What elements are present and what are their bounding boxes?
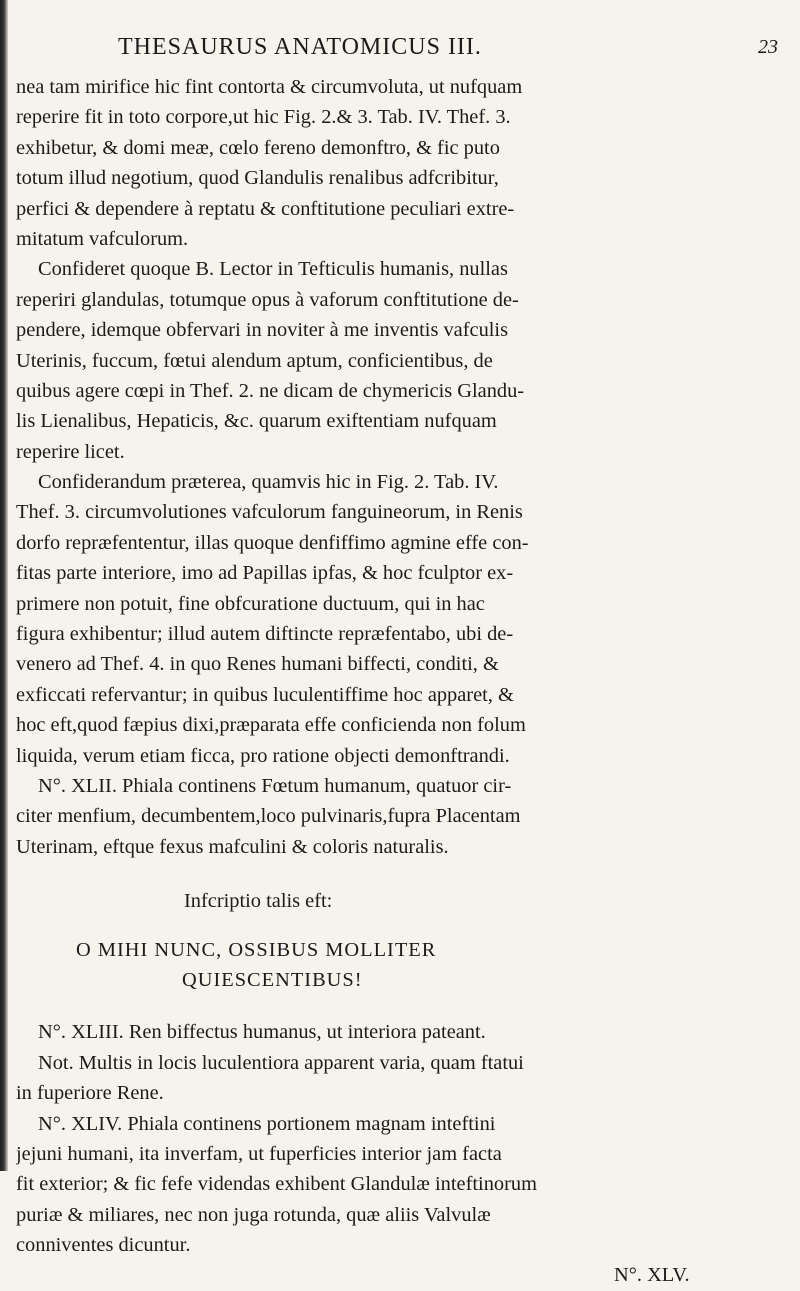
text-line: Not. Multis in locis luculentiora apparent varia, quam ftatui (38, 1051, 524, 1074)
text-line: lis Lienalibus, Hepaticis, &c. quarum exiftentiam nufquam (16, 410, 497, 433)
inscription-line-2: QUIESCENTIBUS! (182, 968, 363, 991)
text-line: venero ad Thef. 4. in quo Renes humani biffecti, conditi, & (16, 653, 499, 676)
text-line: reperire fit in toto corpore,ut hic Fig. 2.& 3. Tab. IV. Thef. 3. (16, 106, 511, 129)
page-binding-edge (0, 0, 8, 1171)
text-line: puriæ & miliares, nec non juga rotunda, quæ aliis Valvulæ (16, 1203, 491, 1226)
text-line: figura exhibentur; illud autem diftincte repræfentabo, ubi de- (16, 623, 514, 646)
text-line: Thef. 3. circumvolutiones vafculorum fanguineorum, in Renis (16, 501, 523, 524)
text-line: Uterinis, fuccum, fœtui alendum aptum, conficientibus, de (16, 349, 493, 372)
text-line: dorfo repræfententur, illas quoque denfiffimo agmine effe con- (16, 531, 529, 554)
text-line: fitas parte interiore, imo ad Papillas ipfas, & hoc fculptor ex- (16, 562, 514, 585)
text-line: Confiderandum præterea, quamvis hic in Fig. 2. Tab. IV. (38, 471, 499, 494)
catchword: N°. XLV. (614, 1264, 690, 1287)
page-number: 23 (758, 36, 778, 58)
paragraph-3 (16, 467, 778, 771)
spacer (16, 862, 778, 886)
inscription-label: Infcriptio talis eft: (184, 890, 333, 913)
text-line: Confideret quoque B. Lector in Tefticulis humanis, nullas (38, 258, 508, 281)
text-line: N°. XLIII. Ren biffectus humanus, ut interiora pateant. (38, 1021, 486, 1044)
text-line: in fuperiore Rene. (16, 1082, 164, 1105)
text-line: reperire licet. (16, 440, 125, 463)
text-line: jejuni humani, ita inverfam, ut fuperficies interior jam facta (16, 1142, 502, 1165)
spacer (16, 917, 778, 935)
paragraph-1 (16, 72, 778, 254)
text-line: mitatum vafculorum. (16, 227, 189, 250)
paragraph-5 (16, 1017, 778, 1108)
paragraph-4 (16, 771, 778, 862)
inscription-block (16, 886, 778, 995)
text-line: primere non potuit, fine obfcuratione ductuum, qui in hac (16, 592, 485, 615)
page-header (118, 34, 778, 64)
text-line: liquida, verum etiam ficca, pro ratione objecti demonftrandi. (16, 744, 510, 767)
inscription-line-1: O MIHI NUNC, OSSIBUS MOLLITER (76, 938, 437, 961)
text-line: citer menfium, decumbentem,loco pulvinaris,fupra Placentam (16, 805, 521, 828)
text-line: exficcati refervantur; in quibus luculentiffime hoc apparet, & (16, 683, 514, 706)
paragraph-6 (16, 1109, 778, 1261)
running-title: THESAURUS ANATOMICUS III. (118, 34, 482, 60)
text-line: hoc eft,quod fæpius dixi,præparata effe conficienda non folum (16, 714, 526, 737)
text-line: N°. XLIV. Phiala continens portionem magnam inteftini (38, 1112, 496, 1135)
text-line: nea tam mirifice hic fint contorta & circumvoluta, ut nufquam (16, 76, 523, 98)
body-text (16, 72, 778, 1291)
text-line: exhibetur, & domi meæ, cœlo fereno demonftro, & fic puto (16, 136, 500, 159)
text-line: pendere, idemque obfervari in noviter à me inventis vafculis (16, 319, 509, 342)
spacer (16, 995, 778, 1017)
text-line: Uterinam, eftque fexus mafculini & coloris naturalis. (16, 835, 449, 858)
text-line: fit exterior; & fic fefe videndas exhibent Glandulæ inteftinorum (16, 1173, 537, 1196)
text-line: totum illud negotium, quod Glandulis renalibus adfcribitur, (16, 167, 499, 190)
paragraph-2 (16, 254, 778, 467)
text-line: reperiri glandulas, totumque opus à vaforum conftitutione de- (16, 288, 519, 311)
text-line: N°. XLII. Phiala continens Fœtum humanum, quatuor cir- (38, 774, 512, 797)
text-line: conniventes dicuntur. (16, 1234, 191, 1257)
text-line: perfici & dependere à reptatu & conftitutione peculiari extre- (16, 197, 515, 220)
text-line: quibus agere cœpi in Thef. 2. ne dicam de chymericis Glandu- (16, 379, 525, 402)
